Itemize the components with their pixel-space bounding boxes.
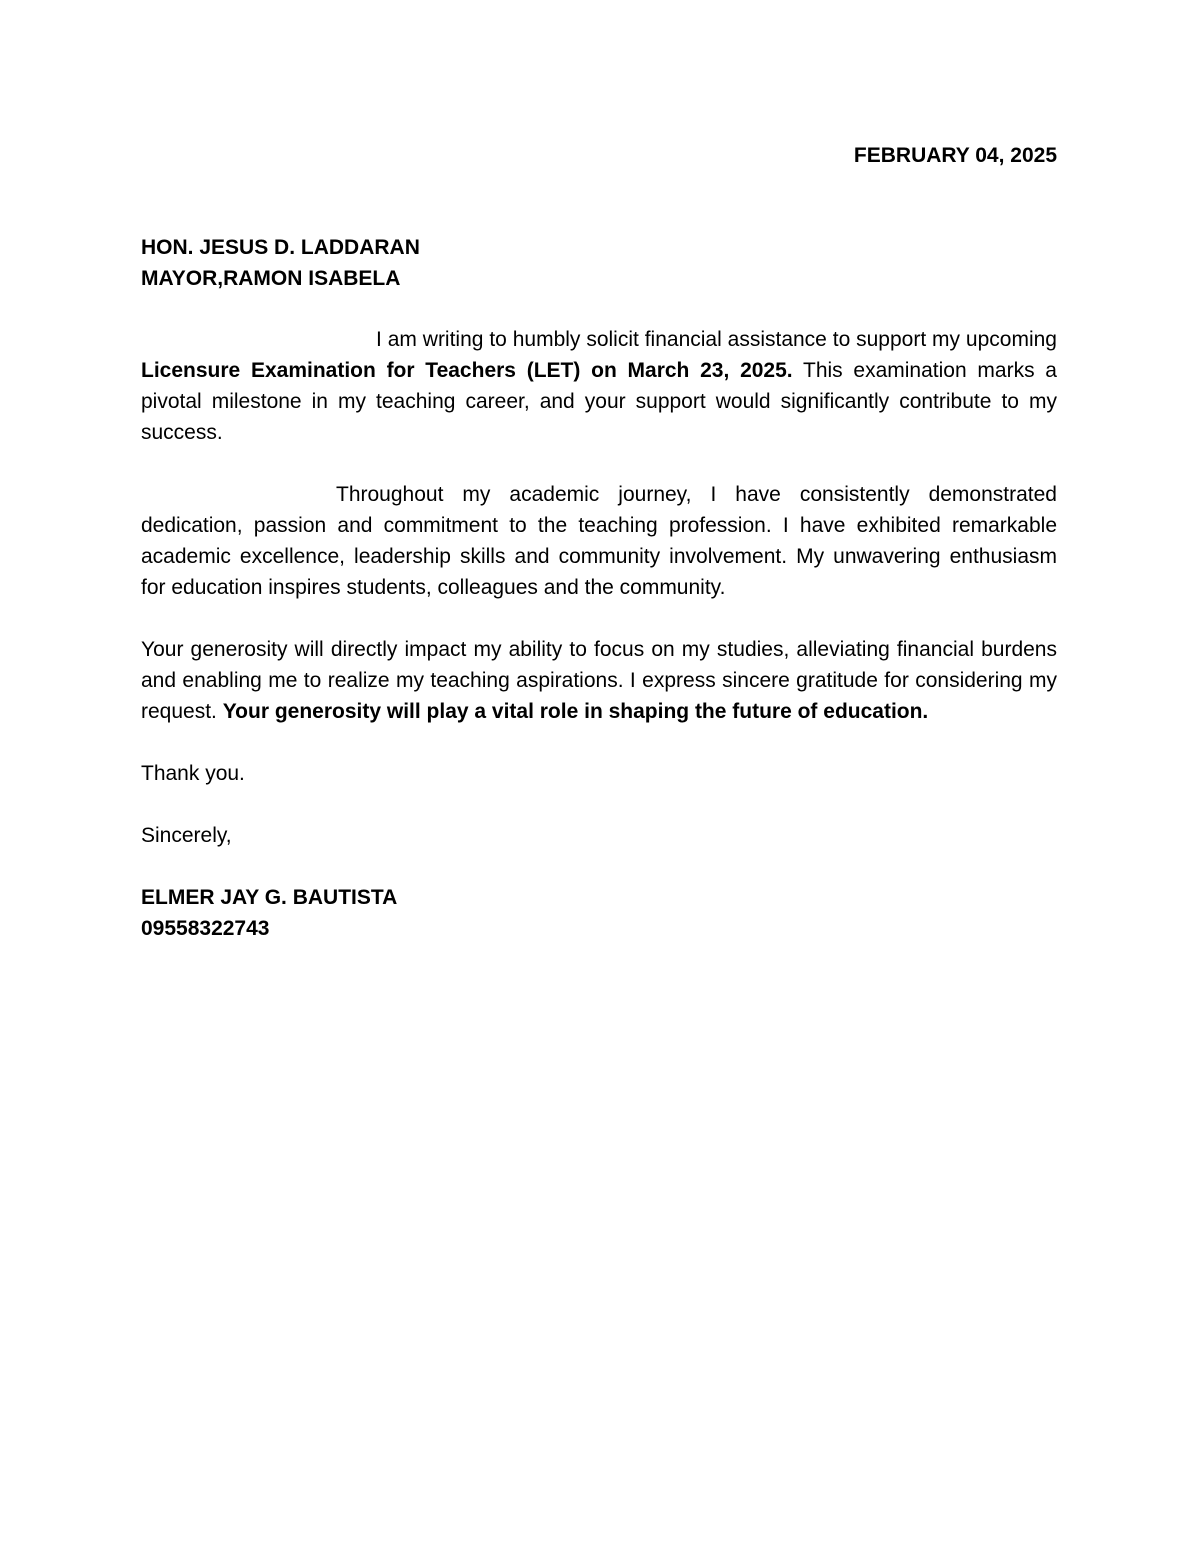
sender-name: ELMER JAY G. BAUTISTA <box>141 886 398 909</box>
body-paragraph-2 <box>141 479 1057 603</box>
paragraph-1-text-b: This examination marks a pivotal milestone in my teaching career, and your support would significantly contribute to my success. <box>141 359 1057 444</box>
paragraph-3-text: Your generosity will directly impact my ability to focus on my studies, alleviating financial burdens and enabling me to realize my teaching aspirations. I express sincere gratitude for considering my request. <box>141 638 1057 723</box>
recipient-position: MAYOR,RAMON ISABELA <box>141 267 401 290</box>
recipient-block <box>141 232 1057 294</box>
signature-block <box>141 882 1057 944</box>
letter-page <box>141 140 1057 944</box>
paragraph-3-bold: Your generosity will play a vital role in shaping the future of education. <box>222 700 929 723</box>
paragraph-1-text-a: I am writing to humbly solicit financial assistance to support my upcoming <box>376 328 1057 351</box>
body-paragraph-1 <box>141 324 1057 448</box>
thanks-line: Thank you. <box>141 762 245 785</box>
paragraph-1-bold: Licensure Examination for Teachers (LET) on March 23, 2025. <box>141 359 793 382</box>
body-paragraph-3 <box>141 634 1057 727</box>
closing-line: Sincerely, <box>141 824 232 847</box>
letter-date: FEBRUARY 04, 2025 <box>853 144 1057 167</box>
recipient-name: HON. JESUS D. LADDARAN <box>141 236 420 259</box>
sender-phone: 09558322743 <box>141 917 270 940</box>
paragraph-2-text: Throughout my academic journey, I have consistently demonstrated dedication, passion and commitment to the teaching profession. I have exhibited remarkable academic excellence, leadership skills and community involvement. My unwavering enthusiasm for education inspires students, colleagues and the community. <box>141 483 1057 599</box>
